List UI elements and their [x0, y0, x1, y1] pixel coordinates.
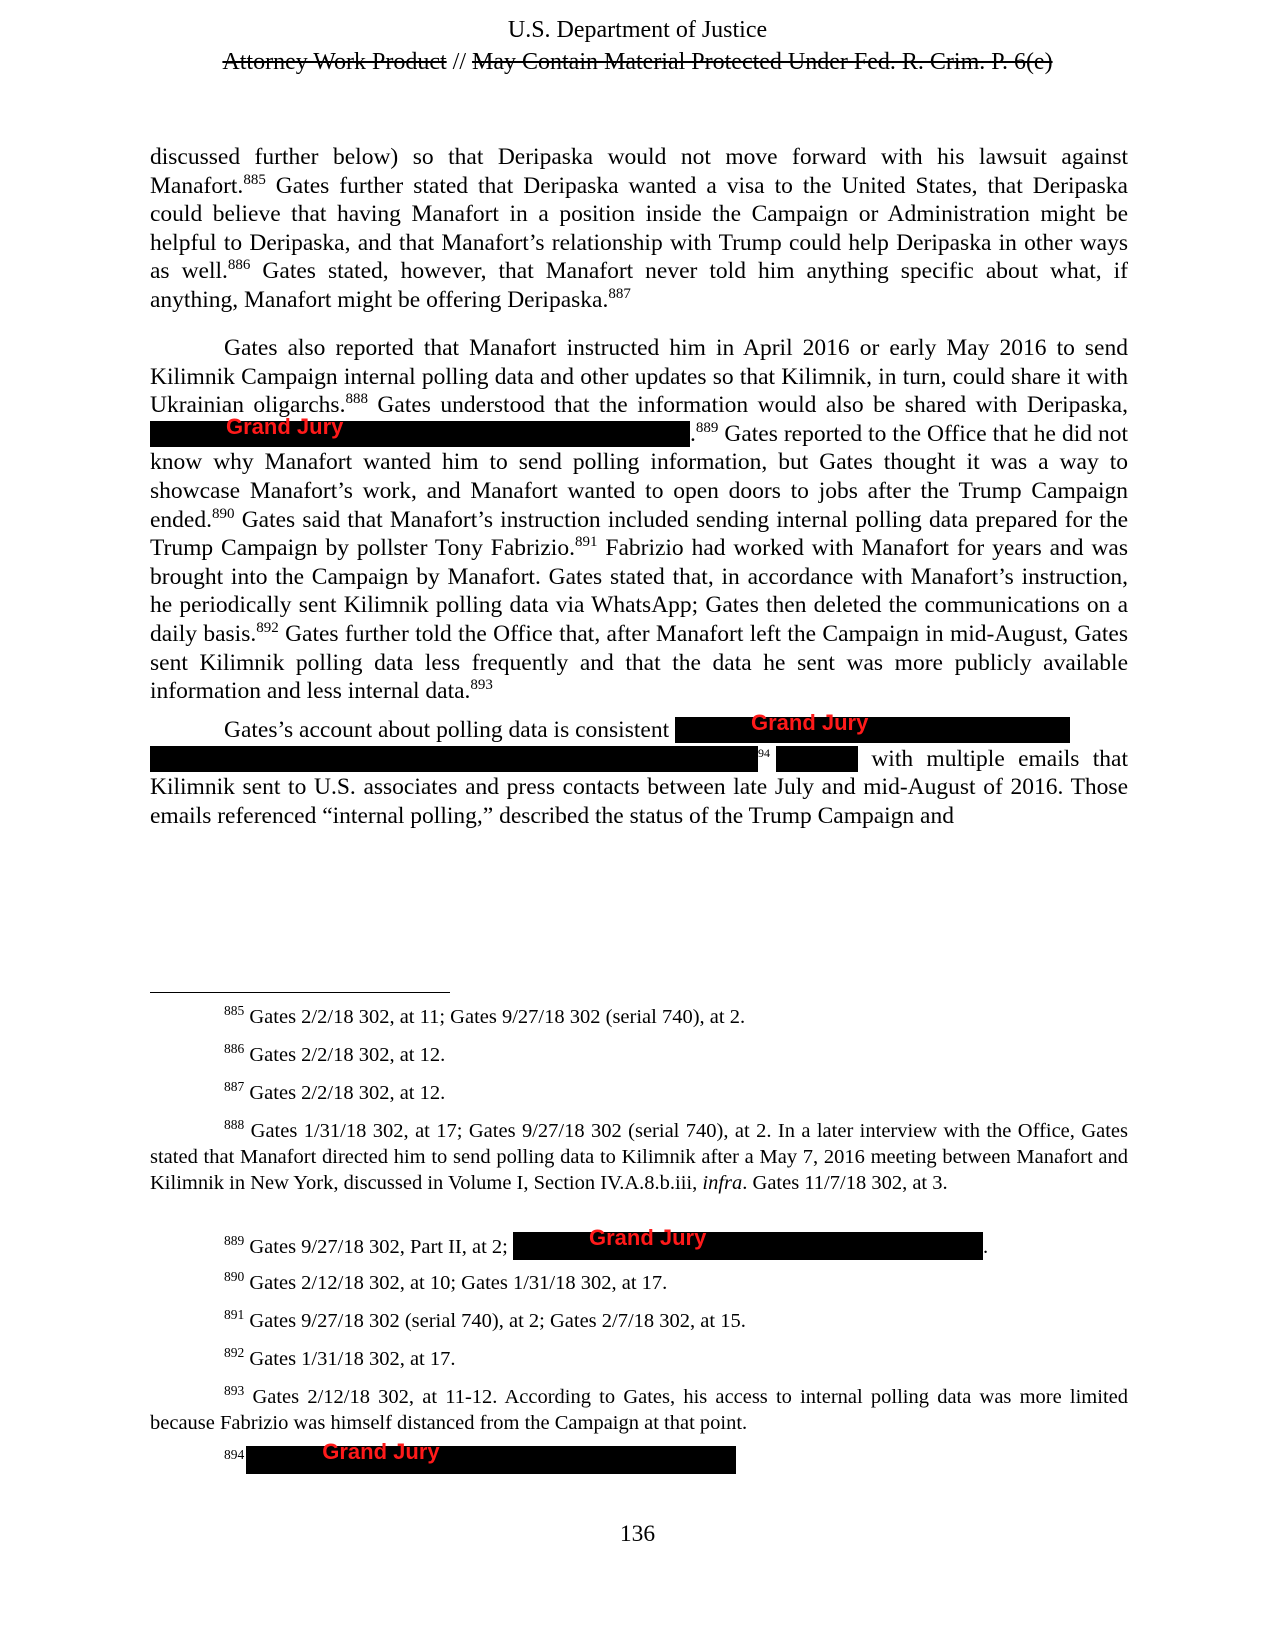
footnote-text: Gates 2/12/18 302, at 10; Gates 1/31/18 302, at 17.: [249, 1272, 668, 1294]
marking-separator: //: [446, 49, 473, 75]
grand-jury-redaction-continued: [150, 746, 758, 772]
footnote-ref[interactable]: 893: [470, 677, 493, 694]
footnote-text: . Gates 11/7/18 302, at 3.: [742, 1172, 948, 1194]
footnote-ref[interactable]: 885: [243, 171, 266, 188]
footnote-italic: infra: [702, 1172, 743, 1194]
paragraph-text: Gates reported to the Office that he did not know why Manafort wanted him to send polling information, but Gates thought it was a way to showcase Manafort’s work, and Manafort wanted to open doors to jobs after the Trump Campaign ended.: [150, 420, 1128, 533]
paragraph-text: Fabrizio had worked with Manafort for years and was brought into the Campaign by Manafort. Gates stated that, in accordance with Manafort’s instruction, he periodically sent Kilimnik polling data via WhatsApp; Gates then deleted the communications on a daily basis.: [150, 535, 1128, 647]
footnote-text: Gates 9/27/18 302 (serial 740), at 2; Gates 2/7/18 302, at 15.: [249, 1310, 746, 1332]
body-paragraph-1: [150, 143, 1128, 315]
footnote-text: Gates 2/12/18 302, at 11-12. According to Gates, his access to internal polling data was more limited because Fabrizio was himself distanced from the Campaign at that point.: [150, 1386, 1128, 1434]
footnote-text: Gates 1/31/18 302, at 17; Gates 9/27/18 302 (serial 740), at 2. In a later interview with the Office, Gates stated that Manafort directed him to send polling data to Kilimnik after a May 7, 2016 meeting between Manafort and Kilimnik in New York, discussed in Volume I, Section IV.A.8.b.iii,: [150, 1120, 1128, 1194]
footnote-889: [150, 1225, 1128, 1260]
body-paragraph-2: [150, 334, 1128, 706]
paragraph-text: with multiple emails that Kilimnik sent to U.S. associates and press contacts between late July and mid-August of 2016. Those emails referenced “internal polling,” described the status of the Trump Campaign and: [150, 745, 1128, 829]
classification-marking: [0, 46, 1275, 78]
redaction-label: Grand Jury: [226, 413, 344, 439]
footnote-ref[interactable]: 888: [345, 391, 368, 408]
footnote-text: Gates 2/2/18 302, at 12.: [249, 1082, 446, 1104]
footnote-number: 892: [224, 1345, 245, 1360]
page-header: [0, 14, 1275, 78]
footnote-ref[interactable]: 890: [212, 505, 235, 522]
footnote-number: 893: [224, 1383, 245, 1398]
paragraph-text: Gates stated, however, that Manafort never told him anything specific about what, if anything, Manafort might be offering Deripaska.: [150, 258, 1128, 313]
footnote-text: .: [982, 1236, 989, 1258]
footnote-number: 890: [224, 1269, 245, 1284]
footnote-886: [150, 1042, 1128, 1068]
redaction-label: Grand Jury: [750, 710, 869, 735]
paragraph-text: Gates’s account about polling data is consistent: [224, 717, 670, 743]
paragraph-text: .: [690, 420, 696, 447]
footnote-text: Gates 9/27/18 302, Part II, at 2;: [249, 1236, 508, 1258]
footnote-ref[interactable]: 892: [256, 619, 279, 636]
footnote-separator: [150, 992, 450, 993]
grand-jury-redaction: [246, 1439, 736, 1474]
paragraph-text: Gates further told the Office that, after Manafort left the Campaign in mid-August, Gates sent Kilimnik polling data less frequently and that the data he sent was more publicly available information and less internal data.: [150, 620, 1128, 705]
footnote-885: [150, 1004, 1128, 1030]
footnote-text: Gates 1/31/18 302, at 17.: [249, 1348, 456, 1370]
paragraph-text: Gates also reported that Manafort instructed him in April 2016 or early May 2016 to send Kilimnik Campaign internal polling data and other updates so that Kilimnik, in turn, could share it with Ukrainian oligarchs.: [150, 335, 1128, 419]
footnote-ref[interactable]: 887: [608, 285, 631, 302]
redaction-label: Grand Jury: [588, 1225, 707, 1250]
marking-work-product: Attorney Work Product: [222, 49, 447, 75]
grand-jury-redaction: [513, 1225, 983, 1260]
footnote-number: 885: [224, 1003, 245, 1018]
footnote-number: 887: [224, 1079, 245, 1094]
grand-jury-redaction: [150, 413, 690, 447]
page-number: 136: [619, 1521, 656, 1547]
footnote-ref[interactable]: 889: [695, 419, 719, 436]
redaction-label: Grand Jury: [322, 1439, 440, 1464]
footnote-number: 889: [224, 1233, 245, 1248]
paragraph-text: discussed further below) so that Deripaska would not move forward with his lawsuit against Manafort.: [150, 144, 1128, 199]
footnote-890: [150, 1270, 1128, 1296]
footnote-number: 888: [224, 1117, 245, 1132]
footnote-ref-partial[interactable]: 94: [758, 745, 770, 760]
footnote-number: 894: [224, 1447, 245, 1462]
grand-jury-redaction-tail: [776, 746, 858, 772]
grand-jury-redaction: [675, 710, 1070, 743]
footnote-ref[interactable]: 891: [574, 534, 598, 551]
footnote-894: [150, 1439, 1128, 1474]
footnote-text: Gates 2/2/18 302, at 11; Gates 9/27/18 302 (serial 740), at 2.: [249, 1006, 746, 1028]
body-paragraph-3: [150, 710, 1128, 830]
footnote-text: Gates 2/2/18 302, at 12.: [249, 1044, 446, 1066]
marking-rule-6e: May Contain Material Protected Under Fed. R. Crim. P. 6(e): [472, 49, 1053, 75]
footnote-891: [150, 1308, 1128, 1334]
footnote-number: 891: [224, 1307, 245, 1322]
footnote-ref[interactable]: 886: [227, 257, 251, 274]
footnote-893: [150, 1384, 1128, 1436]
footnote-887: [150, 1080, 1128, 1106]
footnote-888: [150, 1118, 1128, 1196]
paragraph-text: Gates further stated that Deripaska wanted a visa to the United States, that Deripaska could believe that having Manafort in a position inside the Campaign or Administration might be helpful to Deripaska, and that Manafort’s relationship with Trump could help Deripaska in other ways as well.: [150, 172, 1128, 285]
agency-name: U.S. Department of Justice: [507, 17, 768, 43]
footnote-number: 886: [224, 1041, 245, 1056]
footnote-892: [150, 1346, 1128, 1372]
paragraph-text: Gates said that Manafort’s instruction included sending internal polling data prepared for the Trump Campaign by pollster Tony Fabrizio.: [150, 506, 1128, 562]
paragraph-text: Gates understood that the information would also be shared with Deripaska,: [367, 392, 1128, 419]
